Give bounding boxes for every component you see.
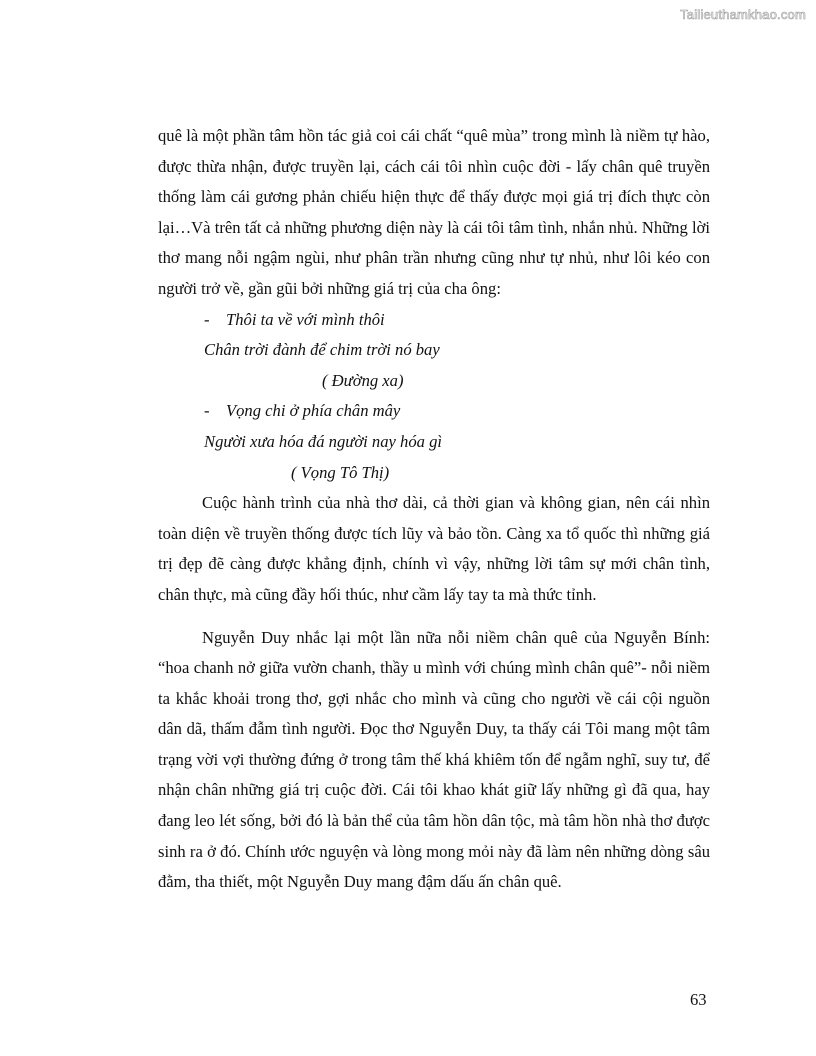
paragraph: Nguyễn Duy nhắc lại một lần nữa nỗi niềm chân quê của Nguyễn Bính: “hoa chanh nở giữa vườn chanh, thầy u mình với chúng mình chân quê”- nỗi niềm ta khắc khoải trong thơ, gợi nhắc cho mình và cũng cho người về cái cội nguồn dân dã, thấm đẫm tình người. Đọc thơ Nguyễn Duy, ta thấy cái Tôi mang một tâm trạng vời vợi thường đứng ở trong tâm thế khá khiêm tốn để ngẫm nghĩ, suy tư, để nhận chân những giá trị cuộc đời. Cái tôi khao khát giữ lấy những gì đã qua, hay đang leo lét sống, bởi đó là bản thể của tâm hồn dân tộc, mà tâm hồn nhà thơ được sinh ra ở đó. Chính ước nguyện và lòng mong mỏi này đã làm nên những dòng sâu đằm, tha thiết, một Nguyễn Duy mang đậm dấu ấn chân quê. [158, 627, 710, 892]
poem-source: ( Vọng Tô Thị) [291, 462, 390, 482]
watermark-text: Tailieuthamkhao.com [680, 7, 806, 22]
poem-line-text: Thôi ta về với mình thôi [226, 309, 385, 329]
paragraph: Cuộc hành trình của nhà thơ dài, cả thời gian và không gian, nên cái nhìn toàn diện về truyền thống được tích lũy và bảo tồn. Càng xa tổ quốc thì những giá trị đẹp đẽ càng được khẳng định, chính vì vậy, những lời tâm sự mới chân tình, chân thực, mà cũng đầy hối thúc, như cầm lấy tay ta mà thức tỉnh. [158, 493, 710, 604]
poem-line [158, 305, 710, 336]
poem-source: ( Đường xa) [322, 370, 404, 390]
poem-quote-1 [158, 305, 710, 397]
poem-line: Người xưa hóa đá người nay hóa gì [204, 431, 442, 451]
poem-line-text: Vọng chi ở phía chân mây [226, 401, 401, 421]
document-body [158, 121, 710, 898]
paragraph-continuation: quê là một phần tâm hồn tác giả coi cái chất “quê mùa” trong mình là niềm tự hào, được thừa nhận, được truyền lại, cách cái tôi nhìn cuộc đời - lấy chân quê truyền thống làm cái gương phản chiếu hiện thực để thấy được mọi giá trị đích thực còn lại…Và trên tất cả những phương diện này là cái tôi tâm tình, nhắn nhủ. Những lời thơ mang nỗi ngậm ngùi, như phân trần nhưng cũng như tự nhủ, như lôi kéo con người trở về, gần gũi bởi những giá trị của cha ông: [158, 126, 710, 298]
page-number: 63 [690, 990, 707, 1009]
dash-marker: - [204, 309, 210, 329]
poem-quote-2 [158, 396, 710, 488]
poem-line: Chân trời đành để chim trời nó bay [204, 340, 440, 360]
poem-line [158, 396, 710, 427]
dash-marker: - [204, 401, 210, 421]
